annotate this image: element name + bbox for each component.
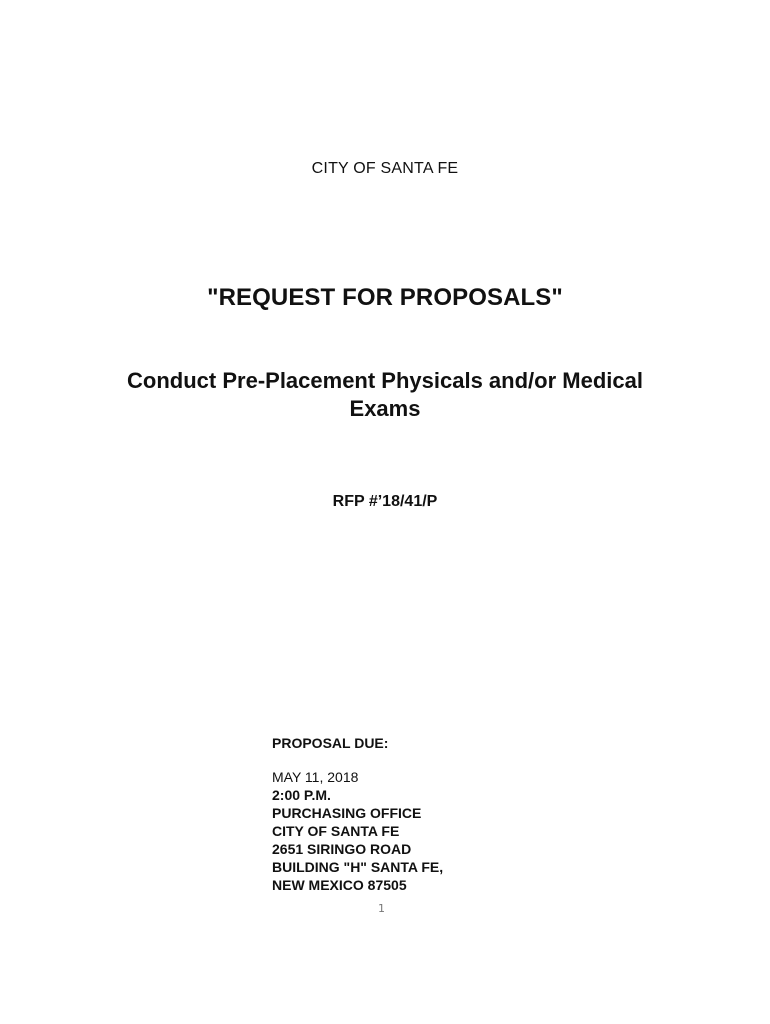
proposal-due-label: PROPOSAL DUE: [272,735,389,751]
document-subject [0,367,770,423]
office-city: CITY OF SANTA FE [272,823,400,839]
office-street: 2651 SIRINGO ROAD [272,841,412,857]
subject-line-2: Exams [349,396,421,421]
organization-name: CITY OF SANTA FE [311,160,459,177]
document-title: "REQUEST FOR PROPOSALS" [207,284,563,311]
proposal-due-block [272,735,592,894]
due-time: 2:00 P.M. [272,787,331,803]
due-date: MAY 11, 2018 [272,769,359,785]
rfp-number: RFP #’18/41/P [332,493,438,510]
office-state-zip: NEW MEXICO 87505 [272,877,407,893]
page-number: 1 [378,902,385,915]
office-name: PURCHASING OFFICE [272,805,422,821]
subject-line-1: Conduct Pre-Placement Physicals and/or Medical [127,368,643,393]
office-building: BUILDING "H" SANTA FE, [272,859,444,875]
proposal-due-details [272,768,592,894]
